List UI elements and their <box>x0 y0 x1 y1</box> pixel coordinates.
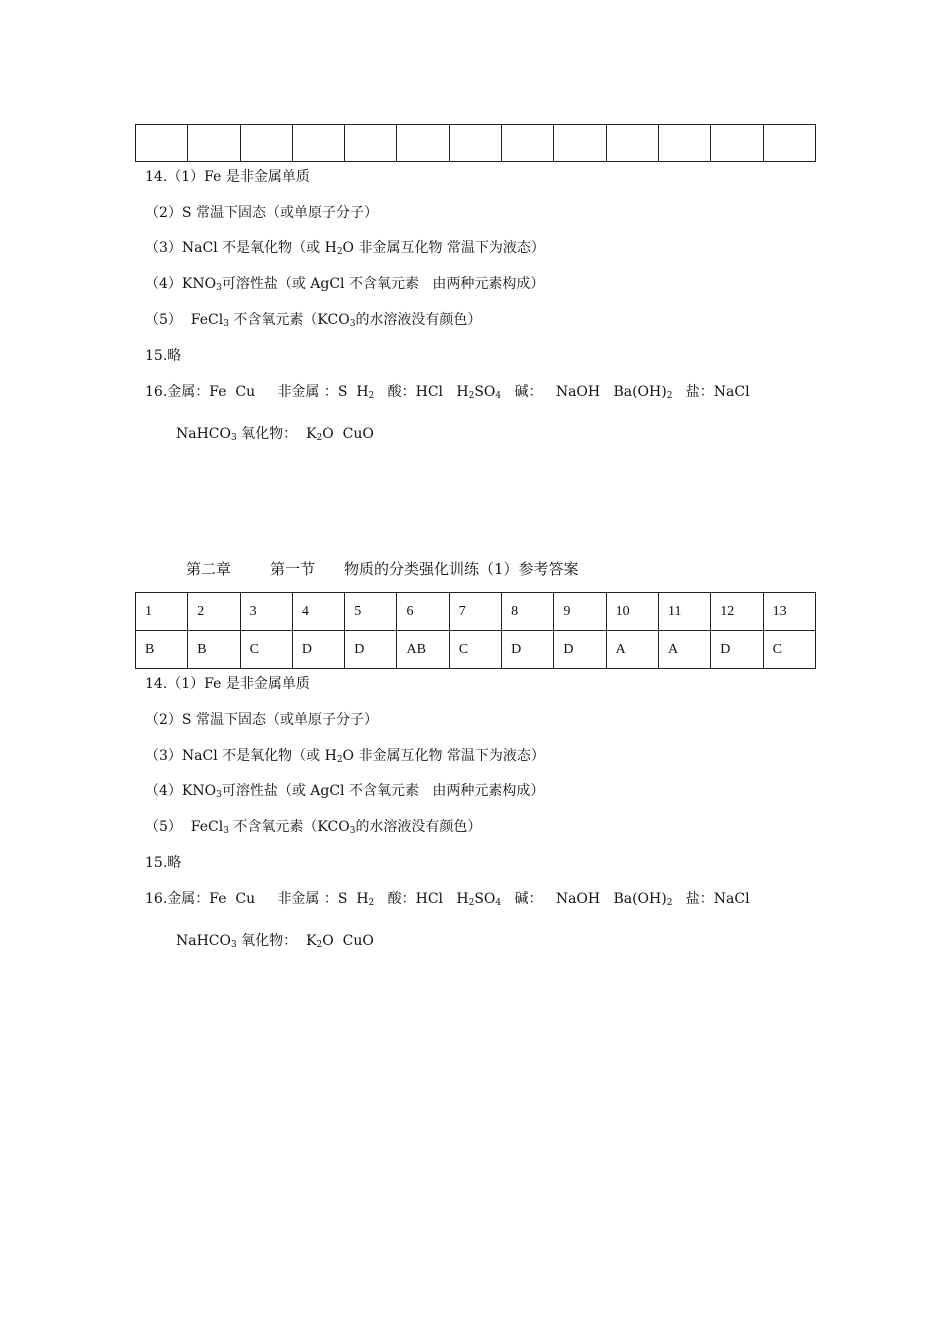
q14-part-4: $(4)KNO_3$可溶性盐（或 AgCl 不含氧元素 由两种元素构成） <box>145 783 545 800</box>
table-cell <box>606 125 658 162</box>
answer-cell: A <box>658 631 710 669</box>
answer-cell: D <box>554 631 606 669</box>
page-title: 物质的分类强化训练（1）参考答案 <box>344 560 579 578</box>
q16: 16.金属：Fe Cu 非金属 ：S $H_2$ 酸：HCl $H_2SO_4$ 碱： NaOH $Ba(OH)_2$ 盐：NaCl <box>145 891 750 908</box>
question-number: 12 <box>711 593 763 631</box>
q14-part-4: $(4)KNO_3$可溶性盐（或 AgCl 不含氧元素 由两种元素构成） <box>145 276 545 293</box>
answer-table <box>135 592 816 669</box>
answer-cell: AB <box>397 631 449 669</box>
question-number: 11 <box>658 593 710 631</box>
q14-part-3: （3）NaCl 不是氧化物（或 $H_2O$ 非金属互化物 常温下为液态） <box>145 748 545 765</box>
answer-cell: C <box>763 631 815 669</box>
table-row <box>136 125 816 162</box>
question-number: 4 <box>292 593 344 631</box>
q14-part-2: （2）S 常温下固态（或单原子分子） <box>145 205 378 221</box>
answer-cell: C <box>240 631 292 669</box>
table-cell <box>502 125 554 162</box>
top-answer-table <box>135 124 816 162</box>
q14-part-5: （5） FeCl$_3$ 不含氧元素（$KCO_3$的水溶液没有颜色） <box>145 819 482 836</box>
answer-cell: C <box>449 631 501 669</box>
question-number: 2 <box>188 593 240 631</box>
answer-cell: D <box>711 631 763 669</box>
q14-part-2: （2）S 常温下固态（或单原子分子） <box>145 712 378 728</box>
table-cell <box>711 125 763 162</box>
table-cell <box>136 125 188 162</box>
q15: 15.略 <box>145 348 182 364</box>
question-number: 7 <box>449 593 501 631</box>
answer-cell: D <box>502 631 554 669</box>
q15: 15.略 <box>145 855 182 871</box>
q16-continued: NaHCO$_3$ 氧化物： $K_2O$ CuO <box>176 933 374 950</box>
q14-part-5: （5） FeCl$_3$ 不含氧元素（$KCO_3$的水溶液没有颜色） <box>145 312 482 329</box>
q14-title: 14.（1）Fe 是非金属单质 <box>145 676 310 692</box>
table-cell <box>240 125 292 162</box>
question-number: 3 <box>240 593 292 631</box>
question-number: 10 <box>606 593 658 631</box>
question-number: 6 <box>397 593 449 631</box>
q14-title: 14.（1）Fe 是非金属单质 <box>145 169 310 185</box>
answer-cell: D <box>292 631 344 669</box>
question-number: 9 <box>554 593 606 631</box>
table-row-answers <box>136 631 816 669</box>
chapter-label: 第二章 <box>186 560 232 578</box>
answer-cell: B <box>136 631 188 669</box>
table-cell <box>292 125 344 162</box>
table-cell <box>345 125 397 162</box>
table-cell <box>397 125 449 162</box>
question-number: 8 <box>502 593 554 631</box>
question-number: 5 <box>345 593 397 631</box>
table-cell <box>188 125 240 162</box>
q16-continued: NaHCO$_3$ 氧化物： $K_2O$ CuO <box>176 426 374 443</box>
q16: 16.金属：Fe Cu 非金属 ：S $H_2$ 酸：HCl $H_2SO_4$ 碱： NaOH $Ba(OH)_2$ 盐：NaCl <box>145 384 750 401</box>
table-cell <box>554 125 606 162</box>
answer-cell: A <box>606 631 658 669</box>
answer-cell: B <box>188 631 240 669</box>
table-cell <box>763 125 815 162</box>
table-row-numbers <box>136 593 816 631</box>
answer-cell: D <box>345 631 397 669</box>
q14-part-3: （3）NaCl 不是氧化物（或 $H_2O$ 非金属互化物 常温下为液态） <box>145 240 545 257</box>
table-cell <box>449 125 501 162</box>
table-cell <box>658 125 710 162</box>
section-label: 第一节 <box>270 560 316 578</box>
question-number: 13 <box>763 593 815 631</box>
question-number: 1 <box>136 593 188 631</box>
